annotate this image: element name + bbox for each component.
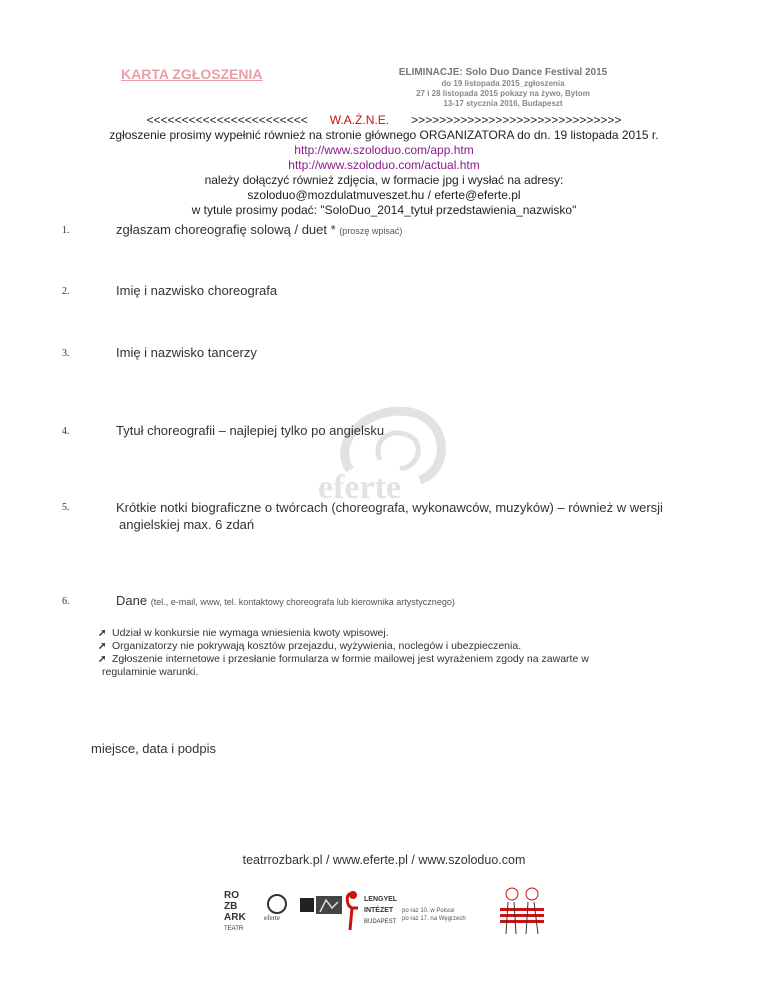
item-5-line-2: angielskiej max. 6 zdań [119, 517, 255, 532]
conditions-list [98, 627, 678, 679]
item-6-label: Dane [116, 593, 148, 608]
svg-text:po raz 17. na Węgrzech: po raz 17. na Węgrzech [402, 916, 466, 922]
left-arrows: <<<<<<<<<<<<<<<<<<<<<<< [146, 113, 308, 127]
item-4-number: 4. [62, 426, 70, 437]
notice-line-3: w tytule prosimy podać: "SoloDuo_2014_tytuł przedstawienia_nazwisko" [191, 203, 577, 217]
eferte-small-logo [264, 895, 286, 922]
important-heading [60, 113, 708, 128]
notice-emails[interactable]: szoloduo@mozdulatmuveszet.hu / eferte@eferte.pl [247, 188, 521, 202]
item-2-number: 2. [62, 286, 70, 297]
svg-text:LENGYEL: LENGYEL [364, 896, 398, 903]
arrow-icon: ➚ [98, 628, 107, 639]
svg-text:eferte: eferte [264, 914, 280, 922]
lengyel-intezet-logo [347, 891, 398, 930]
svg-text:RO: RO [224, 890, 239, 901]
notice-line-1: zgłoszenie prosimy wypełnić również na stronie głównego ORGANIZATORA do dn. 19 listopada 2015 r. [109, 128, 659, 142]
live-shows-line: 27 i 28 listopada 2015 pokazy na żywo, Bytom [416, 89, 590, 98]
item-1-label: zgłaszam choreografię solową / duet * [116, 222, 336, 237]
notice-line-2: należy dołączyć również zdjęcia, w formacie jpg i wysłać na adresy: [204, 173, 564, 187]
signature-label: miejsce, data i podpis [91, 741, 217, 756]
item-3-number: 3. [62, 348, 70, 359]
item-6-note: (tel., e-mail, www, tel. kontaktowy choreografa lub kierownika artystycznego) [150, 597, 455, 607]
festival-header [388, 66, 618, 109]
svg-text:ARK: ARK [224, 912, 246, 923]
footer-links[interactable]: teatrrozbark.pl / www.eferte.pl / www.szoloduo.com [242, 853, 526, 867]
partner-logos [222, 886, 552, 946]
important-notice [60, 113, 708, 218]
item-1-number: 1. [62, 225, 70, 236]
item-5-number: 5. [62, 502, 70, 513]
form-title: KARTA ZGŁOSZENIA [121, 66, 263, 82]
rozbark-logo [224, 890, 246, 932]
item-3-dancers: Imię i nazwisko tancerzy [116, 345, 257, 360]
arrow-icon: ➚ [98, 654, 107, 665]
eferte-watermark-logo [310, 400, 460, 505]
important-label: W.A.Ż.N.E. [329, 113, 390, 127]
item-1-solo-duet [116, 222, 402, 237]
list-item: ➚ Udział w konkursie nie wymaga wniesienia kwoty wpisowej. [98, 627, 389, 639]
item-5-line-1: Krótkie notki biograficzne o twórcach (choreografa, wykonawców, muzyków) – również w wersji [116, 500, 663, 515]
svg-text:TEATR: TEATR [224, 926, 244, 932]
link-app[interactable]: http://www.szoloduo.com/app.htm [294, 143, 474, 157]
svg-text:po raz 10. w Polsce: po raz 10. w Polsce [402, 908, 455, 914]
budapest-line: 13-17 stycznia 2016, Budapeszt [443, 99, 563, 108]
item-6-number: 6. [62, 596, 70, 607]
svg-text:BUDAPEST: BUDAPEST [364, 919, 397, 925]
svg-text:INTÉZET: INTÉZET [364, 907, 394, 914]
deadline-line: do 19 listopada 2015_zgłoszenia [441, 79, 565, 88]
item-5-bios [116, 499, 676, 533]
list-item: ➚ Organizatorzy nie pokrywają kosztów przejazdu, wyżywienia, noclegów i ubezpieczenia. [98, 640, 522, 652]
dance-photo-logo [300, 896, 342, 914]
link-actual[interactable]: http://www.szoloduo.com/actual.htm [288, 158, 480, 172]
festival-name: ELIMINACJE: Solo Duo Dance Festival 2015 [398, 67, 608, 78]
item-4-title: Tytuł choreografii – najlepiej tylko po angielsku [116, 423, 385, 438]
arrow-icon: ➚ [98, 641, 107, 652]
list-item: ➚ Zgłoszenie internetowe i przesłanie formularza w formie mailowej jest wyrażeniem zgody na zawarte w [98, 653, 589, 665]
soloduo-dancers-logo [500, 888, 544, 934]
item-6-contact [116, 593, 455, 608]
item-2-choreographer: Imię i nazwisko choreografa [116, 283, 278, 298]
list-item-continuation: regulaminie warunki. [102, 666, 199, 678]
right-arrows: >>>>>>>>>>>>>>>>>>>>>>>>>>>>>> [411, 113, 622, 127]
item-1-note: (proszę wpisać) [339, 226, 403, 236]
svg-text:ZB: ZB [224, 901, 238, 912]
watermark-text: eferte [318, 469, 402, 505]
edition-note [402, 908, 466, 922]
